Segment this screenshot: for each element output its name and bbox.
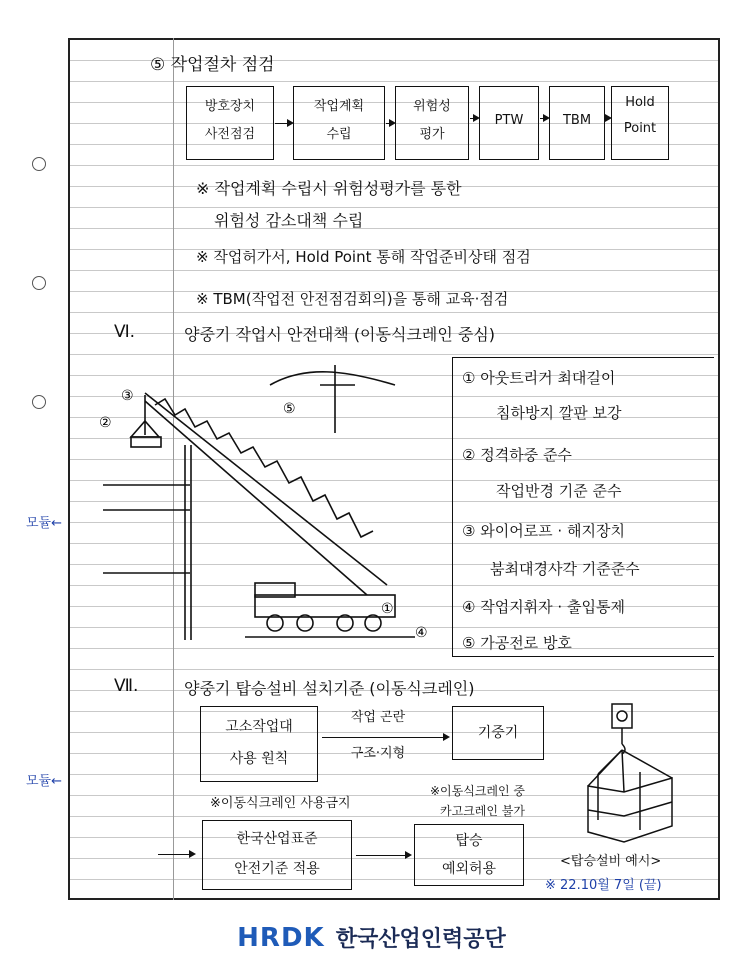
- flow-step-text: 작업계획: [313, 99, 365, 114]
- box-text: 예외허용: [441, 861, 497, 877]
- sec6-item: 작업반경 기준 준수: [496, 482, 622, 500]
- crane-label-4: ④: [415, 625, 428, 641]
- crane-label-5: ⑤: [283, 401, 296, 417]
- flow-arrow: [540, 118, 548, 119]
- flow-step-5: [549, 86, 605, 160]
- flow-step-text: 사전점검: [204, 127, 256, 142]
- sec7-note-2a: ※이동식크레인 중: [430, 784, 526, 798]
- arrow-label-below: 구조·지형: [350, 746, 406, 761]
- crane-label-3: ③: [121, 388, 134, 404]
- boarding-caption: <탑승설비 예시>: [560, 854, 662, 869]
- sec5-note-4: ※ TBM(작업전 안전점검회의)을 통해 교육·점검: [196, 290, 509, 308]
- flow-step-text: 방호장치: [204, 99, 256, 114]
- box-text: 고소작업대: [225, 719, 293, 735]
- margin-note-module: 모듈←: [26, 774, 63, 789]
- flow-arrow: [470, 118, 478, 119]
- section5-title: ⑤ 작업절차 점검: [150, 55, 275, 75]
- section6-number: Ⅵ.: [114, 322, 136, 342]
- sec6-item: ② 정격하중 준수: [462, 446, 572, 464]
- crane-box: [452, 706, 544, 760]
- flow-step-text: 위험성: [413, 99, 451, 114]
- sec6-item: ④ 작업지휘자 · 출입통제: [462, 598, 625, 616]
- sec5-note-1: ※ 작업계획 수립시 위험성평가를 통한: [196, 179, 462, 198]
- box-text: 안전기준 적용: [234, 861, 320, 877]
- sec7-note-2b: 카고크레인 불가: [440, 804, 525, 818]
- section7-number: Ⅶ.: [114, 676, 139, 696]
- flow-step-3: [395, 86, 469, 160]
- flow-step-text: PTW: [494, 113, 524, 128]
- flow-arrow: [386, 123, 394, 124]
- sec6-item: 침하방지 깔판 보강: [496, 404, 622, 422]
- flow-step-text: 평가: [419, 127, 445, 142]
- flow-arrow: [356, 855, 410, 856]
- sec6-item: ⑤ 가공전로 방호: [462, 634, 572, 652]
- flow-step-text: Hold: [625, 95, 655, 110]
- section6-title: 양중기 작업시 안전대책 (이동식크레인 중심): [184, 325, 496, 344]
- flow-step-4: [479, 86, 539, 160]
- flow-step-text: TBM: [562, 113, 592, 128]
- exception-box: [414, 824, 524, 886]
- signature-date: ※ 22.10월 7일 (끝): [545, 878, 662, 893]
- flow-arrow: [322, 737, 448, 738]
- sec7-note-1: ※이동식크레인 사용금지: [210, 796, 351, 811]
- punch-hole: [32, 157, 46, 171]
- flow-step-text: 수립: [326, 127, 352, 142]
- footer-logo: [0, 922, 743, 953]
- punch-hole: [32, 395, 46, 409]
- sec5-note-2: 위험성 감소대책 수립: [214, 211, 364, 230]
- hrdk-logo: HRDK: [237, 923, 325, 953]
- aerial-platform-box: [200, 706, 318, 782]
- arrow-label-above: 작업 곤란: [350, 710, 406, 725]
- flow-arrow: [606, 118, 610, 119]
- flow-step-2: [293, 86, 385, 160]
- flow-step-6: [611, 86, 669, 160]
- crane-label-2: ②: [99, 415, 112, 431]
- sec5-note-3: ※ 작업허가서, Hold Point 통해 작업준비상태 점검: [196, 248, 531, 266]
- flow-arrow: [158, 854, 194, 855]
- flow-step-text: Point: [623, 121, 657, 136]
- flow-arrow: [275, 123, 292, 124]
- korean-standard-box: [202, 820, 352, 890]
- margin-note-module: 모듈←: [26, 516, 63, 531]
- punch-hole: [32, 276, 46, 290]
- crane-sketch: [95, 355, 455, 655]
- section7-title: 양중기 탑승설비 설치기준 (이동식크레인): [184, 679, 475, 698]
- box-text: 탑승: [455, 833, 483, 849]
- box-text: 사용 원칙: [229, 751, 289, 767]
- flow-step-1: [186, 86, 274, 160]
- box-text: 한국산업표준: [236, 831, 318, 847]
- sec6-item: ③ 와이어로프 · 해지장치: [462, 522, 625, 540]
- box-text: 기중기: [477, 725, 519, 741]
- boarding-platform-sketch: [580, 700, 700, 848]
- sec6-item: 붐최대경사각 기준준수: [490, 560, 640, 578]
- sec6-item: ① 아웃트리거 최대길이: [462, 369, 616, 387]
- organization-name: 한국산업인력공단: [335, 927, 506, 952]
- crane-label-1: ①: [381, 601, 394, 617]
